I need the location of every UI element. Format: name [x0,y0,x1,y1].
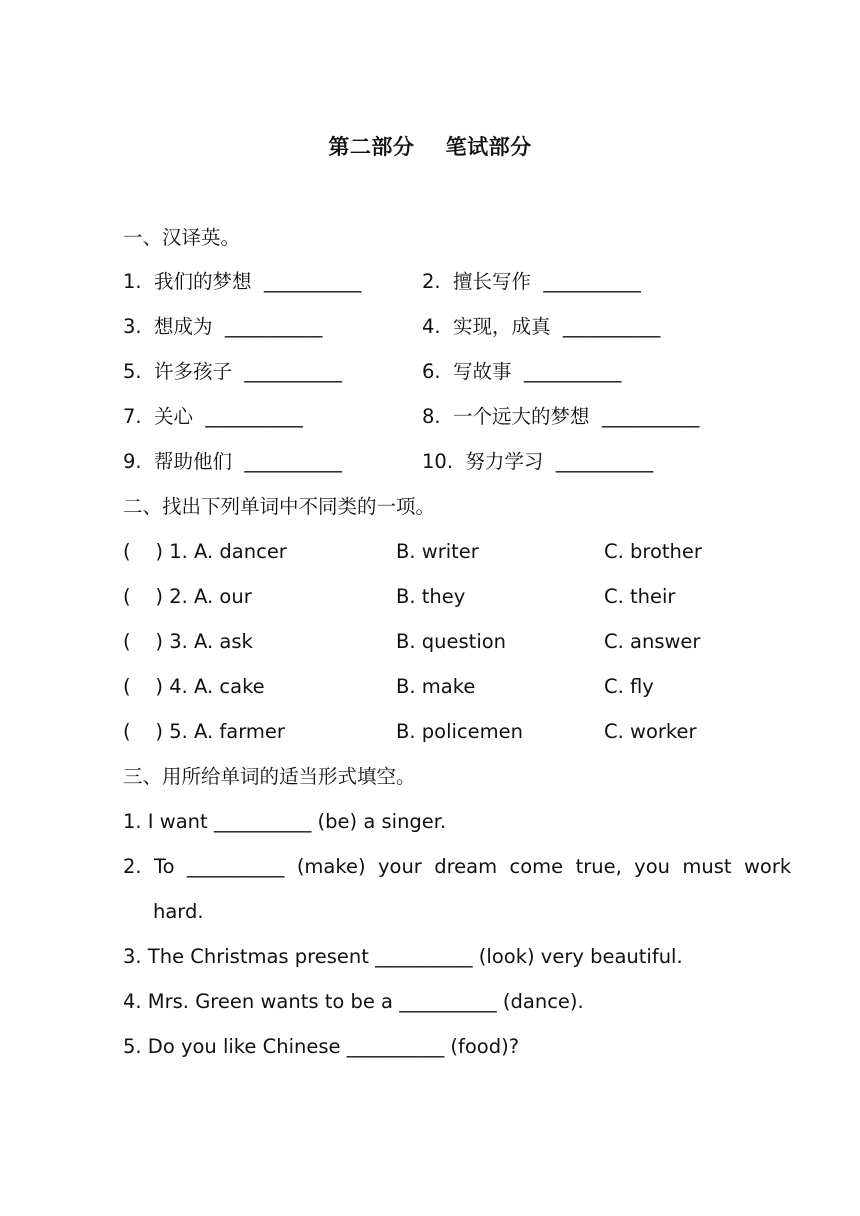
section2-heading: 二、找出下列单词中不同类的一项。 [123,495,436,518]
fill-blank-item: 5. Do you like Chinese __________ (food)? [123,1035,520,1058]
choice-question-stem: ( ) 1. A. dancer [123,540,287,563]
choice-question-stem: ( ) 4. A. cake [123,675,265,698]
choice-option-b: B. they [396,585,466,608]
choice-option-c: C. brother [604,540,702,563]
choice-option-c: C. their [604,585,676,608]
fill-blank-item-continuation: hard. [153,900,204,923]
choice-question-stem: ( ) 3. A. ask [123,630,253,653]
translation-item: 5. 许多孩子 __________ [123,360,342,383]
page-title: 第二部分 笔试部分 [328,135,532,159]
translation-item: 4. 实现，成真 __________ [422,315,661,338]
translation-item: 1. 我们的梦想 __________ [123,270,362,293]
choice-option-c: C. worker [604,720,697,743]
choice-option-b: B. policemen [396,720,523,743]
choice-option-b: B. make [396,675,476,698]
translation-item: 3. 想成为 __________ [123,315,323,338]
translation-item: 10. 努力学习 __________ [422,450,654,473]
fill-blank-item: 1. I want __________ (be) a singer. [123,810,447,833]
fill-blank-item: 4. Mrs. Green wants to be a __________ (dance). [123,990,584,1013]
section3-heading: 三、用所给单词的适当形式填空。 [123,765,416,788]
section1-heading: 一、汉译英。 [123,226,241,249]
choice-question-stem: ( ) 2. A. our [123,585,252,608]
translation-item: 8. 一个远大的梦想 __________ [422,405,700,428]
translation-item: 6. 写故事 __________ [422,360,622,383]
choice-option-b: B. question [396,630,507,653]
translation-item: 7. 关心 __________ [123,405,303,428]
fill-blank-item: 2. To __________ (make) your dream come true, you must work [123,855,792,878]
choice-question-stem: ( ) 5. A. farmer [123,720,285,743]
choice-option-c: C. fly [604,675,654,698]
choice-option-c: C. answer [604,630,701,653]
fill-blank-item: 3. The Christmas present __________ (look) very beautiful. [123,945,683,968]
choice-option-b: B. writer [396,540,479,563]
translation-item: 2. 擅长写作 __________ [422,270,641,293]
translation-item: 9. 帮助他们 __________ [123,450,342,473]
